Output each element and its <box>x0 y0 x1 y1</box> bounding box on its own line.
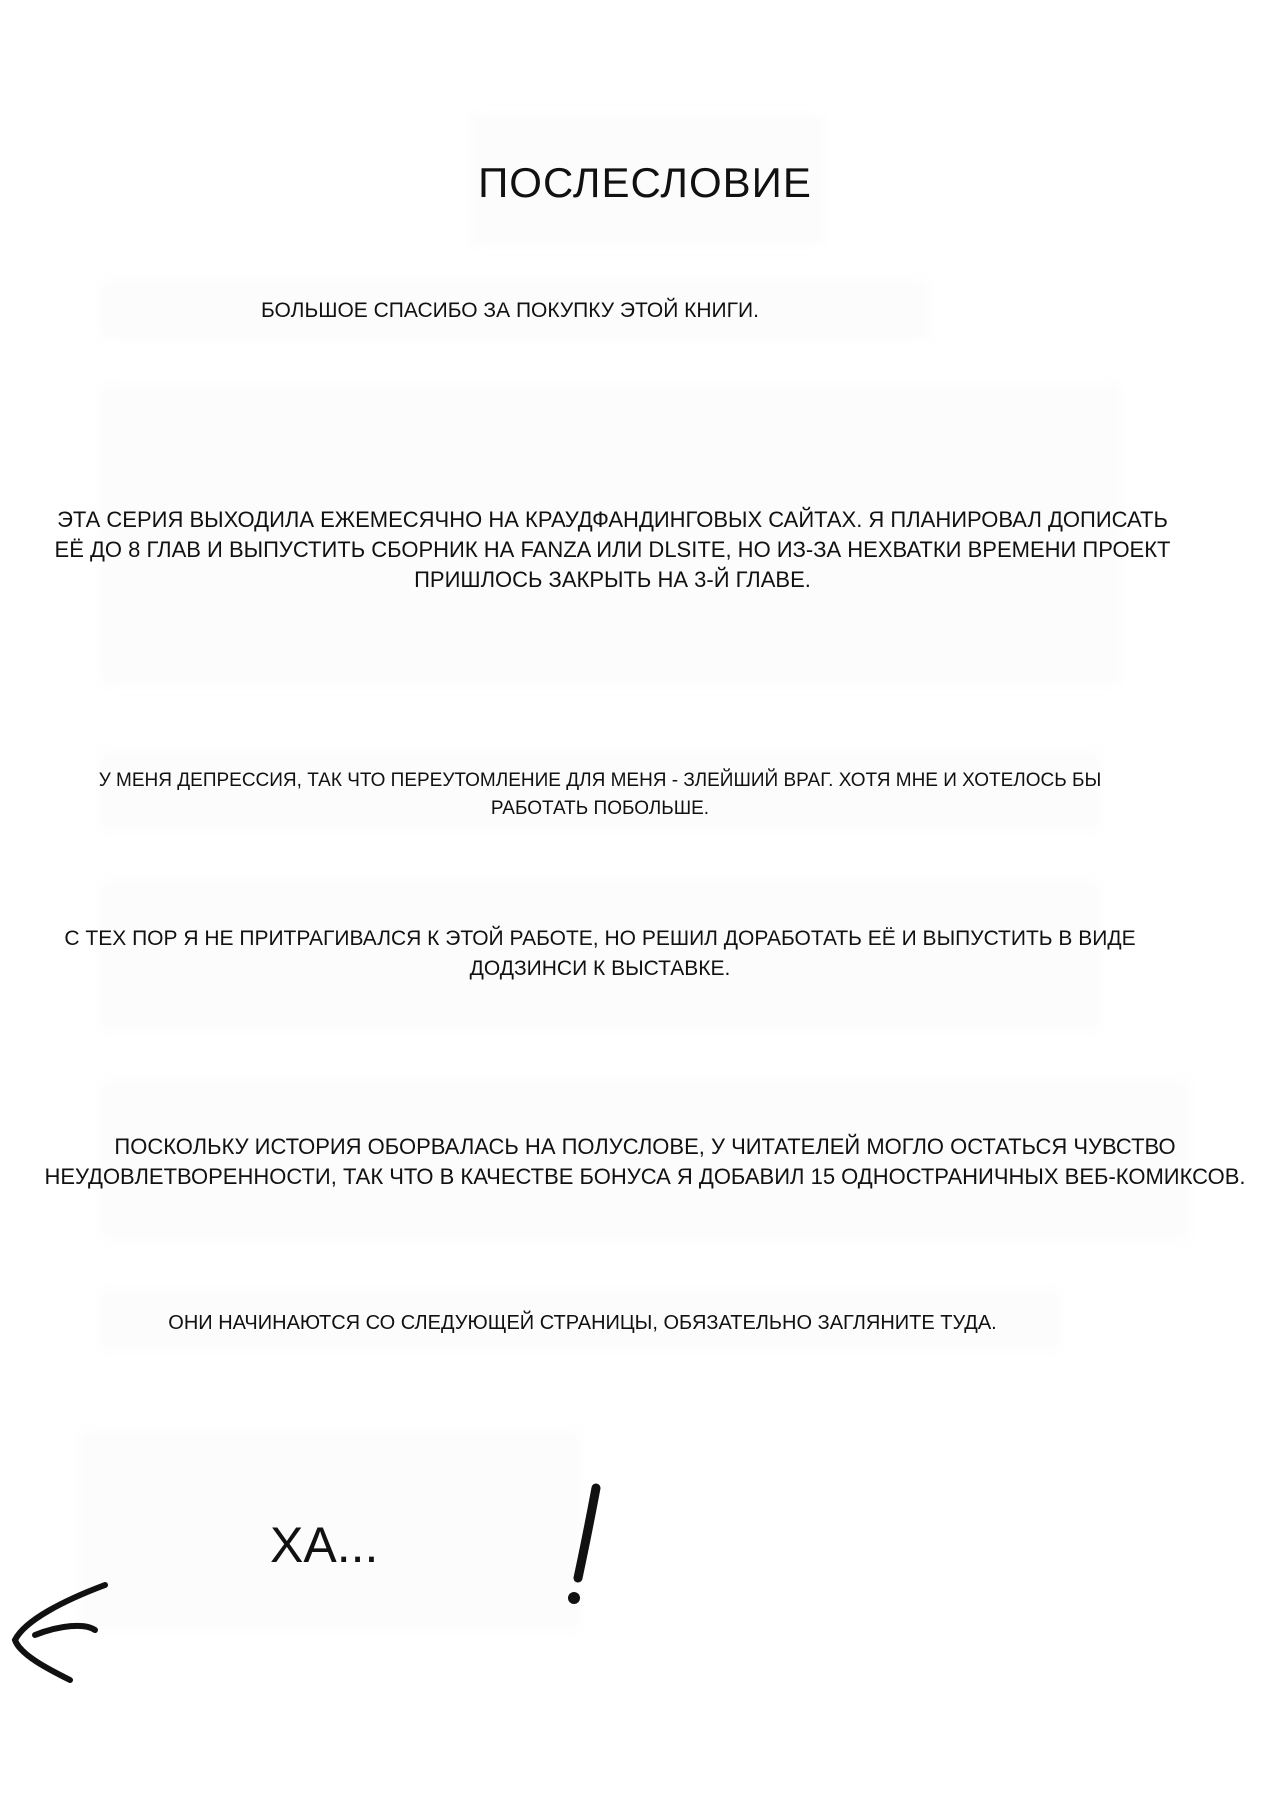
text-line: ДОДЗИНСИ К ВЫСТАВКЕ. <box>469 957 731 980</box>
paragraph-series-history <box>20 505 1205 595</box>
text-line: ПОСКОЛЬКУ ИСТОРИЯ ОБОРВАЛАСЬ НА ПОЛУСЛОВЕ, У ЧИТАТЕЛЕЙ МОГЛО ОСТАТЬСЯ ЧУВСТВО <box>114 1134 1176 1159</box>
text-line: ПРИШЛОСЬ ЗАКРЫТЬ НА 3-Й ГЛАВЕ. <box>414 567 811 592</box>
exclamation-mark-icon <box>560 1480 610 1610</box>
text-line: С ТЕХ ПОР Я НЕ ПРИТРАГИВАЛСЯ К ЭТОЙ РАБОТЕ, НО РЕШИЛ ДОРАБОТАТЬ ЕЁ И ВЫПУСТИТЬ В ВИДЕ <box>64 927 1136 950</box>
text-line: БОЛЬШОЕ СПАСИБО ЗА ПОКУПКУ ЭТОЙ КНИГИ. <box>261 299 759 322</box>
sigh-text: ХА... <box>270 1517 379 1573</box>
text-line: ЭТА СЕРИЯ ВЫХОДИЛА ЕЖЕМЕСЯЧНО НА КРАУДФАНДИНГОВЫХ САЙТАХ. Я ПЛАНИРОВАЛ ДОПИСАТЬ <box>57 507 1168 532</box>
text-line: ОНИ НАЧИНАЮТСЯ СО СЛЕДУЮЩЕЙ СТРАНИЦЫ, ОБЯЗАТЕЛЬНО ЗАГЛЯНИТЕ ТУДА. <box>168 1312 997 1334</box>
page-title: ПОСЛЕСЛОВИЕ <box>478 159 812 206</box>
paragraph-thanks <box>0 296 1020 326</box>
paragraph-depression <box>30 767 1170 823</box>
paragraph-bonus <box>15 1132 1275 1192</box>
text-line: РАБОТАТЬ ПОБОЛЬШЕ. <box>490 798 710 819</box>
text-line: У МЕНЯ ДЕПРЕССИЯ, ТАК ЧТО ПЕРЕУТОМЛЕНИЕ ДЛЯ МЕНЯ - ЗЛЕЙШИЙ ВРАГ. ХОТЯ МНЕ И ХОТЕЛОСЬ БЫ <box>98 770 1102 791</box>
text-line: НЕУДОВЛЕТВОРЕННОСТИ, ТАК ЧТО В КАЧЕСТВЕ БОНУСА Я ДОБАВИЛ 15 ОДНОСТРАНИЧНЫХ ВЕБ-КОМИКСОВ. <box>44 1164 1246 1189</box>
arrow-left-icon <box>5 1575 115 1685</box>
text-line: ЕЁ ДО 8 ГЛАВ И ВЫПУСТИТЬ СБОРНИК НА FANZA ИЛИ DLSITE, НО ИЗ-ЗА НЕХВАТКИ ВРЕМЕНИ ПРОЕКТ <box>54 537 1171 562</box>
paragraph-doujinshi <box>30 924 1170 984</box>
paragraph-next-page <box>0 1308 1165 1338</box>
